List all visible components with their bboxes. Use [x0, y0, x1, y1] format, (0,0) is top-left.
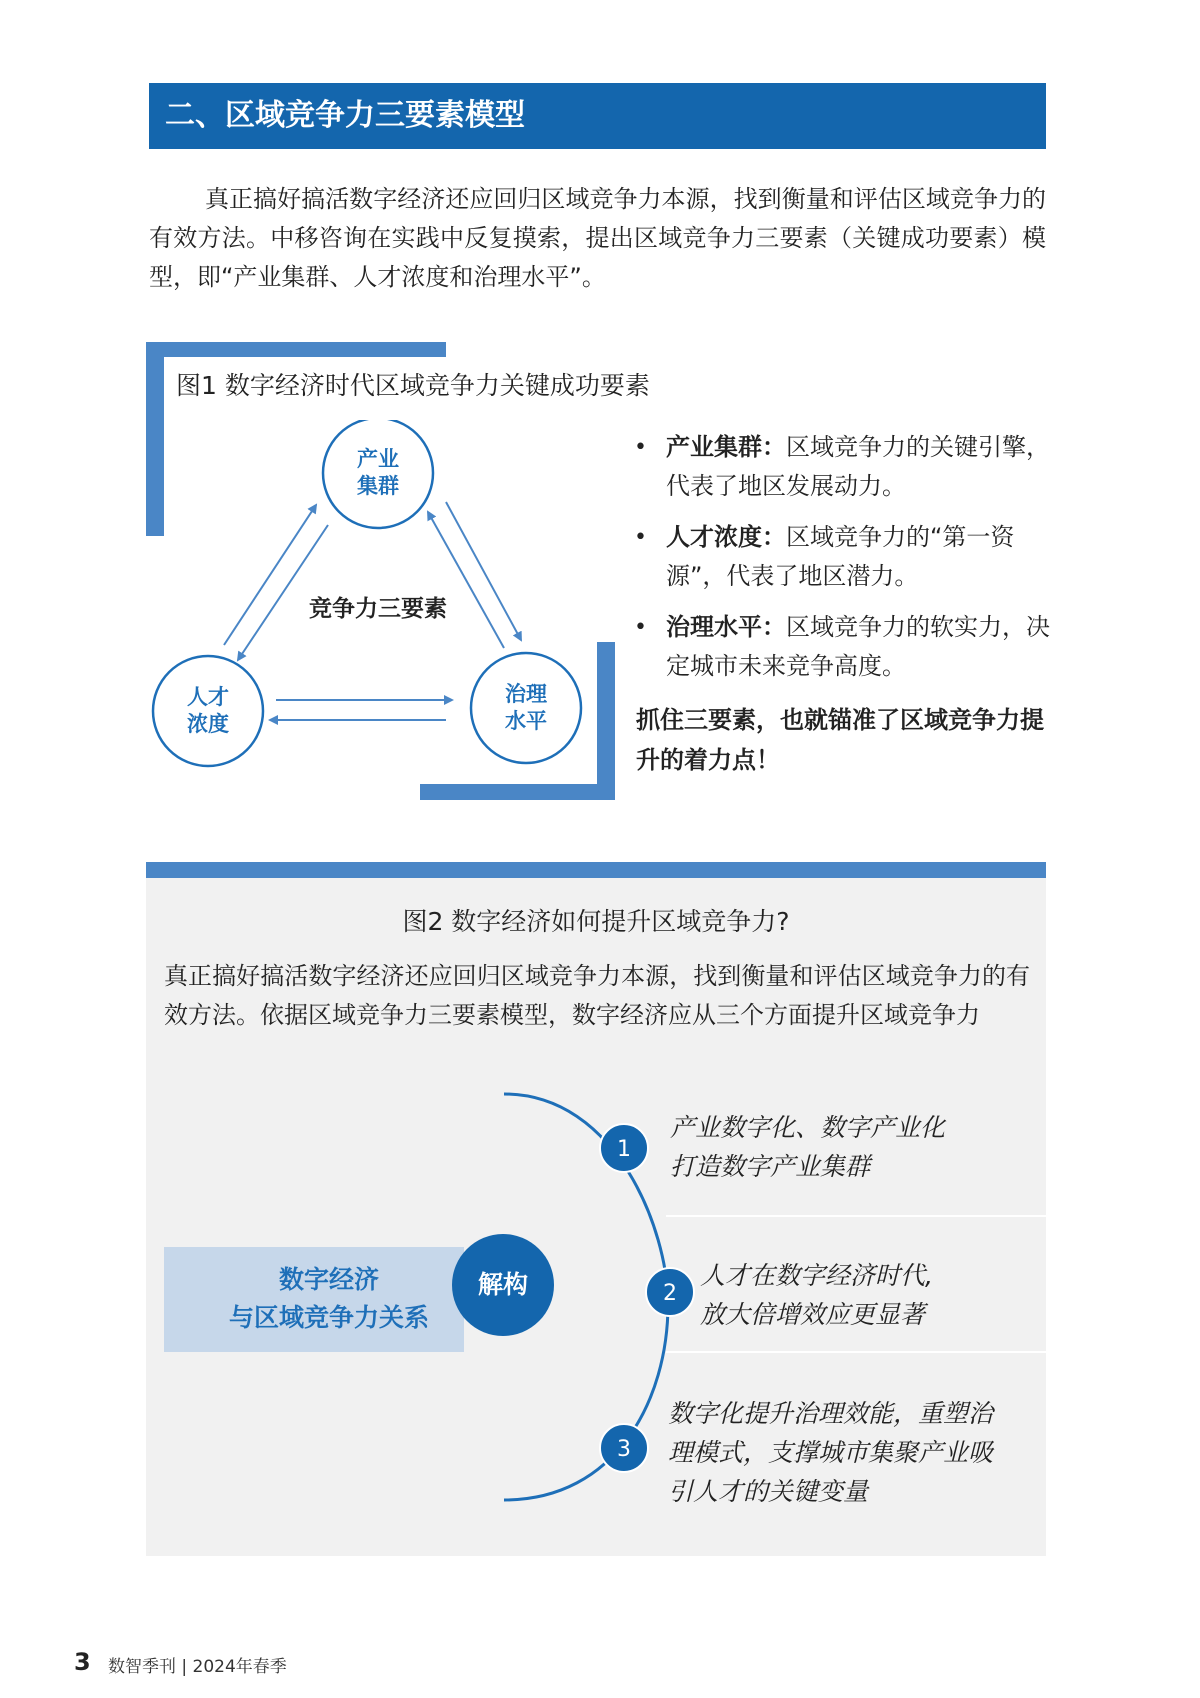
figure1-title: 图1 数字经济时代区域竞争力关键成功要素 — [176, 371, 650, 400]
bullet-item — [628, 608, 1058, 686]
figure2-description: 真正搞好搞活数字经济还应回归区域竞争力本源，找到衡量和评估区域竞争力的有效方法。依据区域竞争力三要素模型，数字经济应从三个方面提升区域竞争力 — [164, 962, 1030, 1029]
node-top-line1: 产业 — [357, 447, 399, 471]
node-talent-density — [153, 656, 263, 766]
section-title: 二、区域竞争力三要素模型 — [165, 98, 525, 133]
figure1-bullets — [628, 428, 1058, 698]
step3-number: 3 — [617, 1437, 631, 1462]
step2-number: 2 — [663, 1281, 677, 1306]
bullet-dot-icon: • — [634, 615, 647, 640]
arrow-right-to-top — [428, 512, 504, 648]
arrow-left-to-top — [224, 505, 316, 645]
step2-text — [700, 1256, 1030, 1334]
node-top-line2: 集群 — [357, 474, 399, 498]
figure2-top-bar — [146, 862, 1046, 878]
arrow-top-to-left — [238, 525, 328, 660]
section-header — [149, 83, 1046, 149]
figure1-diagram — [146, 420, 596, 790]
arrow-top-to-right — [446, 502, 521, 640]
bullet-item — [628, 428, 1058, 506]
step3-line: 理模式，支撑城市集聚产业吸 — [668, 1438, 994, 1467]
relationship-box-text — [164, 1261, 494, 1337]
page-number: 3 — [74, 1648, 91, 1676]
bullet-term: 产业集群： — [666, 433, 786, 461]
step1-line: 产业数字化、数字产业化 — [670, 1113, 946, 1142]
step2-line: 人才在数字经济时代, — [700, 1261, 933, 1290]
figure2-title: 图2 数字经济如何提升区域竞争力? — [402, 907, 790, 936]
publication-name: 数智季刊 | 2024年春季 — [108, 1657, 287, 1677]
step1-text — [670, 1108, 1010, 1186]
figure1-bracket-right — [597, 642, 615, 800]
node-governance-level — [471, 653, 581, 763]
bullet-dot-icon: • — [634, 435, 647, 460]
node-left-line1: 人才 — [187, 685, 229, 709]
step1-number: 1 — [617, 1137, 631, 1162]
bullet-item — [628, 518, 1058, 596]
step3-text — [668, 1394, 1048, 1511]
figure1-bracket-top — [146, 342, 446, 357]
node-left-line2: 浓度 — [187, 712, 229, 736]
step1-line: 打造数字产业集群 — [670, 1152, 871, 1181]
bullet-text: 区域竞争力的软实力，决定城市未来竞争高度。 — [666, 613, 1050, 680]
bullet-text: 区域竞争力的关键引擎，代表了地区发展动力。 — [666, 433, 1050, 500]
bullet-term: 治理水平： — [666, 613, 786, 641]
bullet-text: 区域竞争力的“第一资源”，代表了地区潜力。 — [666, 523, 1015, 590]
step3-line: 引人才的关键变量 — [668, 1477, 869, 1506]
figure1-conclusion: 抓住三要素，也就锚准了区域竞争力提升的着力点！ — [636, 706, 1044, 774]
node-right-line1: 治理 — [505, 682, 547, 706]
intro-paragraph: 真正搞好搞活数字经济还应回归区域竞争力本源，找到衡量和评估区域竞争力的有效方法。中移咨询在实践中反复摸索，提出区域竞争力三要素（关键成功要素）模型，即“产业集群、人才浓度和治理水平”。 — [149, 185, 1046, 291]
bullet-dot-icon: • — [634, 525, 647, 550]
step3-line: 数字化提升治理效能，重塑治 — [668, 1399, 994, 1428]
deconstruct-circle: 解构 — [452, 1234, 554, 1336]
relationship-box — [164, 1247, 464, 1352]
relationship-line2: 与区域竞争力关系 — [228, 1303, 429, 1332]
relationship-line1: 数字经济 — [278, 1265, 379, 1294]
bullet-term: 人才浓度： — [666, 523, 786, 551]
step2-line: 放大倍增效应更显著 — [700, 1300, 926, 1329]
node-right-line2: 水平 — [505, 709, 547, 733]
center-label: 竞争力三要素 — [309, 596, 447, 622]
